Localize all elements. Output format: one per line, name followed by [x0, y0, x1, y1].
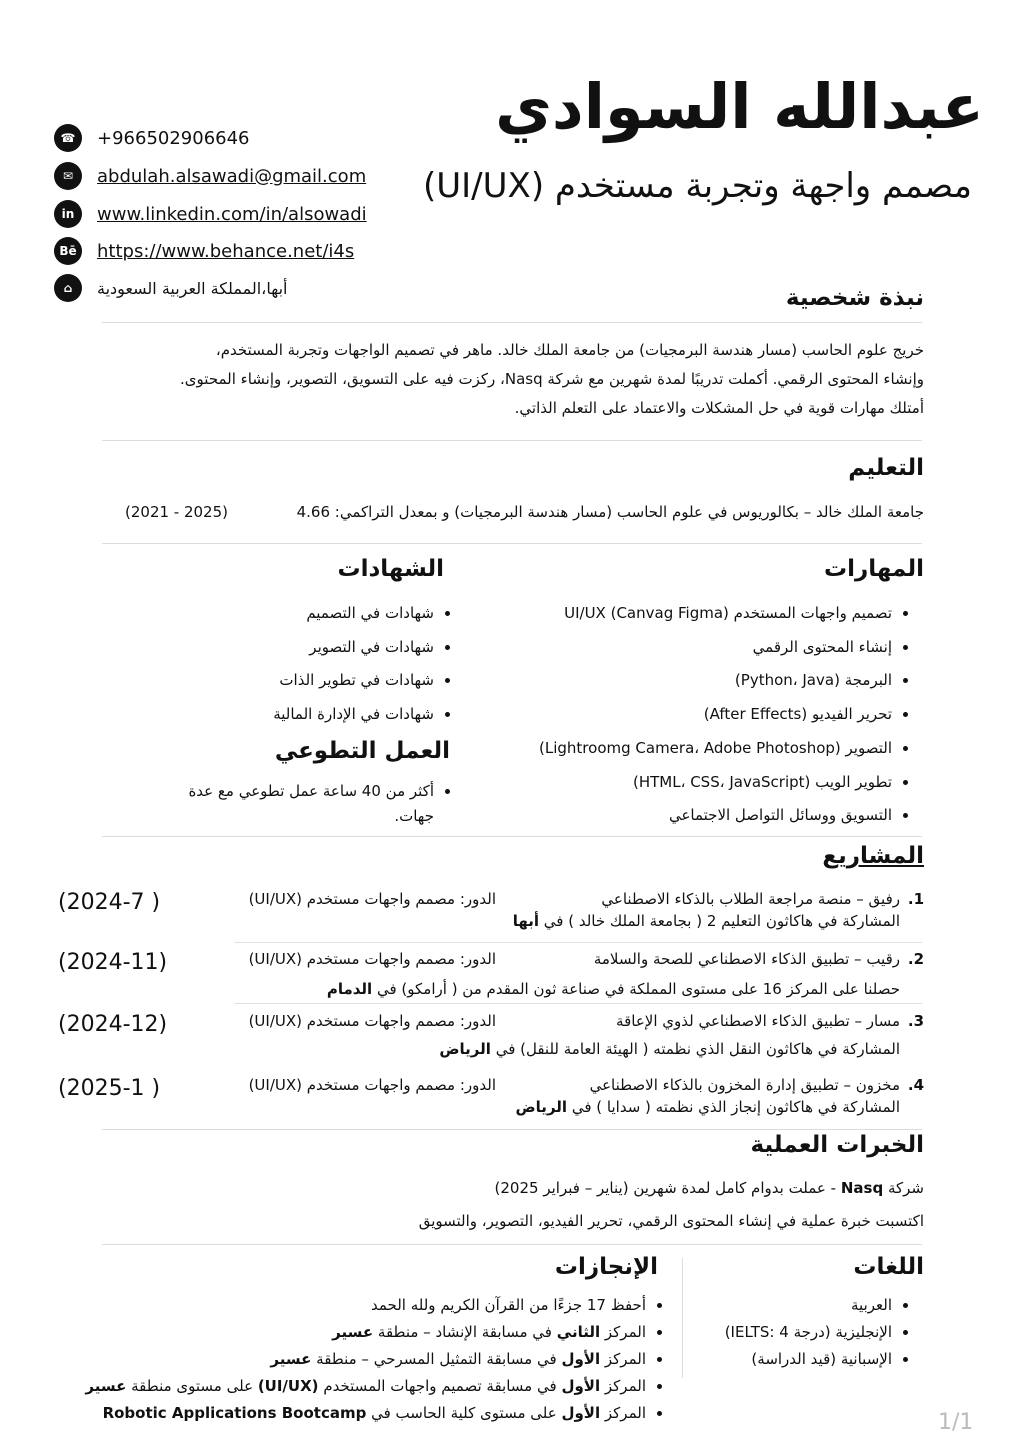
ach-rank: الأول [561, 1350, 601, 1368]
project-place: أبها [512, 912, 539, 930]
project-desc-text: حصلنا على المركز 16 على مستوى المملكة في صناعة ثون المقدم من ( أرامكو) في [376, 980, 900, 998]
behance-link[interactable]: https://www.behance.net/i4s [97, 240, 355, 262]
project-desc-text: المشاركة في هاكاثون النقل الذي نظمته ( الهيئة العامة للنقل) في [495, 1040, 900, 1058]
languages-list [672, 1292, 914, 1373]
achievements-list [16, 1292, 668, 1427]
project-description [327, 978, 900, 1000]
profile-heading: نبذة شخصية [785, 285, 924, 311]
location-text: أبها،المملكة العربية السعودية [97, 278, 288, 298]
project-number: 3. [907, 1012, 924, 1030]
list-item: • العربية [672, 1292, 892, 1319]
ach-event: Robotic Applications Bootcamp [102, 1404, 367, 1422]
project-description [516, 1096, 901, 1118]
project-divider [234, 942, 922, 943]
linkedin-icon: in [54, 200, 82, 228]
contact-behance-row[interactable] [54, 237, 394, 265]
project-divider [234, 1003, 922, 1004]
ach-prefix: المركز [604, 1350, 646, 1368]
section-divider [102, 543, 922, 544]
list-item: • الإنجليزية (درجة IELTS: 4) [672, 1319, 892, 1346]
profile-divider [102, 322, 922, 323]
list-item [16, 1346, 646, 1373]
list-item: • أحفظ 17 جزءًا من القرآن الكريم ولله الحمد [16, 1292, 646, 1319]
ach-text: على مستوى كلية الحاسب في [371, 1404, 557, 1422]
volunteer-heading: العمل التطوعي [274, 738, 450, 764]
ach-prefix: المركز [604, 1404, 646, 1422]
skills-list [492, 597, 914, 833]
ach-prefix: المركز [604, 1323, 646, 1341]
section-divider [102, 836, 922, 837]
experience-period: - عملت بدوام كامل لمدة شهرين (يناير – فبراير 2025) [494, 1179, 841, 1197]
list-item: • شهادات في التصوير [134, 631, 434, 665]
list-item [134, 779, 434, 829]
education-heading: التعليم [848, 455, 924, 481]
experience-details: اكتسبت خبرة عملية في إنشاء المحتوى الرقمي، تحرير الفيديو، التصوير، والتسويق [418, 1212, 924, 1230]
project-place: الرياض [515, 1098, 568, 1116]
list-item [16, 1373, 646, 1400]
list-item: • البرمجة (Python، Java) [492, 664, 892, 698]
project-date: (2025-1 ) [58, 1076, 161, 1101]
page-number: 1/1 [938, 1410, 974, 1435]
section-divider [102, 440, 922, 441]
contact-phone-row [54, 124, 394, 152]
list-item: • تحرير الفيديو (After Effects) [492, 698, 892, 732]
ach-place: عسير [85, 1377, 127, 1395]
ach-prefix: المركز [604, 1377, 646, 1395]
project-title: رفيق – منصة مراجعة الطلاب بالذكاء الاصطناعي [601, 890, 900, 908]
list-item: • إنشاء المحتوى الرقمي [492, 631, 892, 665]
project-item [58, 888, 924, 936]
list-item: • تطوير الويب (HTML، CSS، JavaScript) [492, 766, 892, 800]
certificates-list [134, 597, 456, 732]
education-text: جامعة الملك خالد – بكالوريوس في علوم الحاسب (مسار هندسة البرمجيات) و بمعدل التراكمي: 4.66 [296, 503, 924, 521]
contact-linkedin-row[interactable] [54, 200, 394, 228]
project-title: مخزون – تطبيق إدارة المخزون بالذكاء الاصطناعي [589, 1076, 900, 1094]
project-item [58, 948, 924, 998]
column-divider [682, 1258, 683, 1378]
project-role: الدور: مصمم واجهات مستخدم (UI/UX) [248, 950, 496, 968]
ach-text: على مستوى منطقة [131, 1377, 254, 1395]
profile-line: أمتلك مهارات قوية في حل المشكلات والاعتماد على التعلم الذاتي. [514, 399, 924, 417]
phone-text: +966502906646 [97, 127, 250, 149]
contact-email-row[interactable] [54, 162, 394, 190]
list-item: • تصميم واجهات المستخدم UI/UX (Canvag Figma) [492, 597, 892, 631]
project-item [58, 1074, 924, 1122]
section-divider [102, 1244, 922, 1245]
ach-uiux: (UI/UX) [257, 1377, 319, 1395]
resume-title: مصمم واجهة وتجربة مستخدم (UI/UX) [423, 166, 972, 206]
achievements-heading: الإنجازات [554, 1254, 658, 1280]
experience-line [495, 1174, 924, 1203]
project-title: رقيب – تطبيق الذكاء الاصطناعي للصحة والسلامة [593, 950, 900, 968]
project-role: الدور: مصمم واجهات مستخدم (UI/UX) [248, 890, 496, 908]
ach-rank: الأول [561, 1377, 601, 1395]
list-item: • التصوير (Lightroomg Camera، Adobe Photoshop) [492, 732, 892, 766]
education-dates: (2021 - 2025) [125, 503, 229, 521]
ach-rank: الأول [561, 1404, 601, 1422]
certificates-heading: الشهادات [337, 556, 444, 582]
list-item [16, 1400, 646, 1427]
volunteer-line: أكثر من 40 ساعة عمل تطوعي مع عدة [188, 782, 434, 800]
project-description [439, 1038, 900, 1060]
phone-icon: ☎ [54, 124, 82, 152]
project-item [58, 1010, 924, 1058]
ach-text: في مسابقة تصميم واجهات المستخدم [323, 1377, 557, 1395]
company-prefix: شركة [887, 1179, 924, 1197]
resume-name: عبدالله السوادي [495, 70, 984, 143]
company-name: Nasq [840, 1179, 884, 1197]
volunteer-line: جهات. [394, 807, 434, 825]
ach-place: عسير [270, 1350, 312, 1368]
project-role: الدور: مصمم واجهات مستخدم (UI/UX) [248, 1012, 496, 1030]
list-item: • شهادات في تطوير الذات [134, 664, 434, 698]
section-divider [102, 1129, 922, 1130]
project-desc-text: المشاركة في هاكاثون إنجاز الذي نظمته ( سدايا ) في [571, 1098, 900, 1116]
email-link[interactable]: abdulah.alsawadi@gmail.com [97, 165, 367, 187]
project-description [513, 910, 900, 932]
ach-text: في مسابقة التمثيل المسرحي – منطقة [316, 1350, 557, 1368]
ach-text: في مسابقة الإنشاد – منطقة [377, 1323, 552, 1341]
ach-place: عسير [332, 1323, 374, 1341]
skills-heading: المهارات [824, 556, 924, 582]
experience-heading: الخبرات العملية [750, 1132, 924, 1158]
mail-icon: ✉ [54, 162, 82, 190]
project-place: الدمام [326, 980, 373, 998]
profile-line: خريج علوم الحاسب (مسار هندسة البرمجيات) من جامعة الملك خالد. ماهر في تصميم الواجهات وتجربة المستخدم، [215, 341, 924, 359]
list-item: • الإسبانية (قيد الدراسة) [672, 1346, 892, 1373]
volunteer-list [134, 779, 456, 829]
project-number: 2. [907, 950, 924, 968]
project-date: (2024-7 ) [58, 890, 161, 915]
list-item: • شهادات في الإدارة المالية [134, 698, 434, 732]
project-title: مسار – تطبيق الذكاء الاصطناعي لذوي الإعاقة [616, 1012, 900, 1030]
profile-line: وإنشاء المحتوى الرقمي. أكملت تدريبًا لمدة شهرين مع شركة Nasq، ركزت فيه على التسويق، التصوير، وإنشاء المحتوى. [180, 370, 924, 388]
project-number: 1. [907, 890, 924, 908]
list-item: • التسويق ووسائل التواصل الاجتماعي [492, 799, 892, 833]
list-item [16, 1319, 646, 1346]
list-item: • شهادات في التصميم [134, 597, 434, 631]
ach-rank: الثاني [556, 1323, 601, 1341]
languages-heading: اللغات [853, 1254, 924, 1280]
profile-text [102, 336, 924, 423]
project-place: الرياض [439, 1040, 491, 1058]
project-role: الدور: مصمم واجهات مستخدم (UI/UX) [248, 1076, 496, 1094]
project-number: 4. [907, 1076, 924, 1094]
projects-heading: المشاريع [822, 843, 924, 869]
project-date: (2024-12) [58, 1012, 168, 1037]
project-date: (2024-11) [58, 950, 168, 975]
behance-icon: Bē [54, 237, 82, 265]
linkedin-link[interactable]: www.linkedin.com/in/alsowadi [97, 203, 367, 225]
home-icon: ⌂ [54, 274, 82, 302]
contact-location-row [54, 274, 394, 302]
project-desc-text: المشاركة في هاكاثون التعليم 2 ( بجامعة الملك خالد ) في [543, 912, 900, 930]
